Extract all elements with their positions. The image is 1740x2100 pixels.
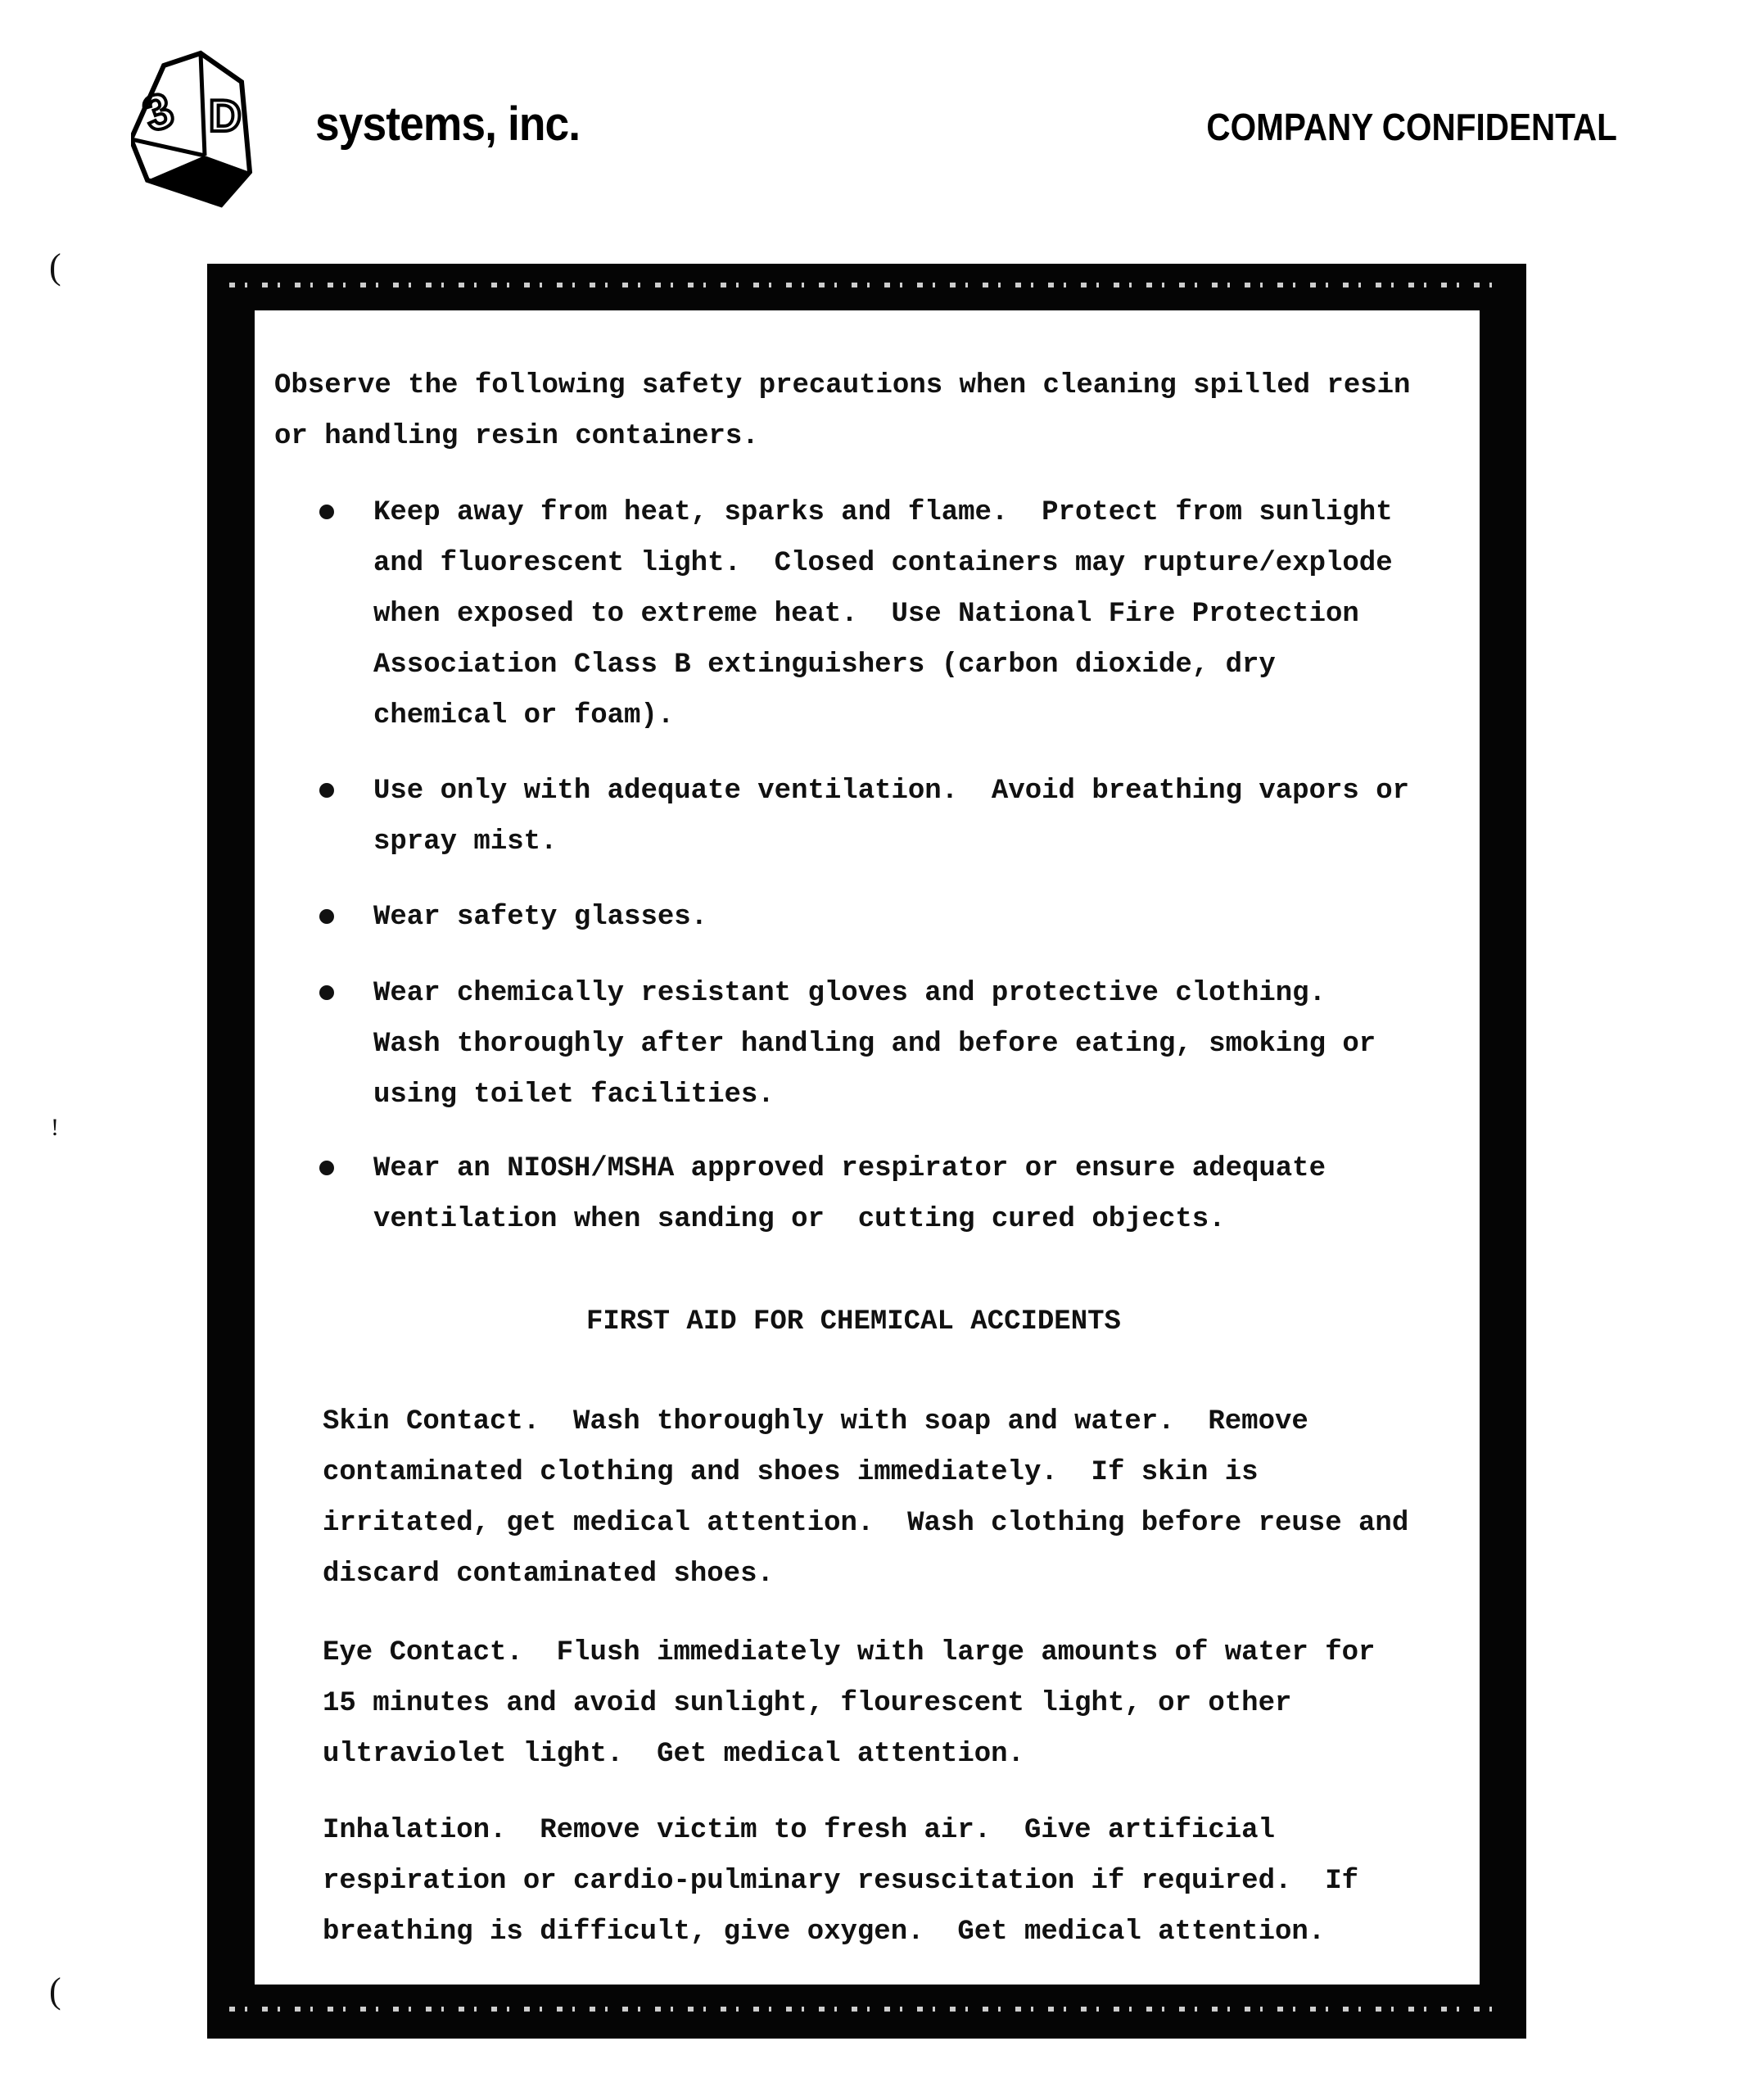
text-line: Observe the following safety precautions when cleaning spilled resin	[274, 360, 1410, 411]
text-line: or handling resin containers.	[274, 411, 1410, 462]
bullet-icon	[319, 783, 334, 798]
text-line: Use only with adequate ventilation. Avoid breathing vapors or	[373, 766, 1409, 817]
text-line: Eye Contact. Flush immediately with large amounts of water for	[323, 1627, 1375, 1678]
bullet-item	[373, 1143, 1326, 1245]
bullet-icon	[319, 985, 334, 1000]
text-line: Wear an NIOSH/MSHA approved respirator or ensure adequate	[373, 1143, 1326, 1194]
text-line: contaminated clothing and shoes immediately. If skin is	[323, 1447, 1408, 1498]
border-speckle	[229, 283, 1507, 287]
text-line: breathing is difficult, give oxygen. Get medical attention.	[323, 1907, 1358, 1957]
text-line: respiration or cardio-pulminary resuscitation if required. If	[323, 1856, 1358, 1907]
bullet-icon	[319, 1161, 334, 1175]
text-line: using toilet facilities.	[373, 1070, 1376, 1120]
bullet-item	[373, 892, 707, 943]
bullet-item	[373, 487, 1393, 741]
text-line: 15 minutes and avoid sunlight, flourescent light, or other	[323, 1678, 1375, 1729]
text-line: Keep away from heat, sparks and flame. Protect from sunlight	[373, 487, 1393, 538]
text-line: Wear chemically resistant gloves and protective clothing.	[373, 968, 1376, 1019]
text-line: Association Class B extinguishers (carbon dioxide, dry	[373, 640, 1393, 690]
confidential-label: COMPANY CONFIDENTAL	[1206, 105, 1617, 149]
text-line: spray mist.	[373, 817, 1409, 867]
skin-contact-paragraph	[323, 1396, 1408, 1600]
text-line: Wash thoroughly after handling and before eating, smoking or	[373, 1019, 1376, 1070]
text-line: irritated, get medical attention. Wash clothing before reuse and	[323, 1498, 1408, 1549]
bullet-icon	[319, 909, 334, 924]
bullet-icon	[319, 505, 334, 519]
text-line: Skin Contact. Wash thoroughly with soap and water. Remove	[323, 1396, 1408, 1447]
border-speckle	[229, 2007, 1507, 2012]
svg-text:D: D	[209, 90, 242, 141]
intro-paragraph	[274, 360, 1410, 462]
inhalation-paragraph	[323, 1805, 1358, 1957]
bullet-item	[373, 766, 1409, 867]
margin-mark: (	[49, 246, 61, 287]
text-line: chemical or foam).	[373, 690, 1393, 741]
text-line: discard contaminated shoes.	[323, 1549, 1408, 1600]
eye-contact-paragraph	[323, 1627, 1375, 1780]
bullet-item	[373, 968, 1376, 1120]
text-line: ventilation when sanding or cutting cured objects.	[373, 1194, 1326, 1245]
3d-systems-logo	[131, 49, 311, 213]
company-name: systems, inc.	[315, 97, 580, 152]
margin-mark: !	[51, 1114, 59, 1142]
text-line: when exposed to extreme heat. Use National Fire Protection	[373, 589, 1393, 640]
text-line: ultraviolet light. Get medical attention.	[323, 1729, 1375, 1780]
first-aid-heading: FIRST AID FOR CHEMICAL ACCIDENTS	[586, 1297, 1121, 1347]
text-line: and fluorescent light. Closed containers may rupture/explode	[373, 538, 1393, 589]
text-line: Wear safety glasses.	[373, 892, 707, 943]
text-line: Inhalation. Remove victim to fresh air. Give artificial	[323, 1805, 1358, 1856]
margin-mark: (	[49, 1970, 61, 2012]
svg-text:3: 3	[136, 81, 180, 142]
